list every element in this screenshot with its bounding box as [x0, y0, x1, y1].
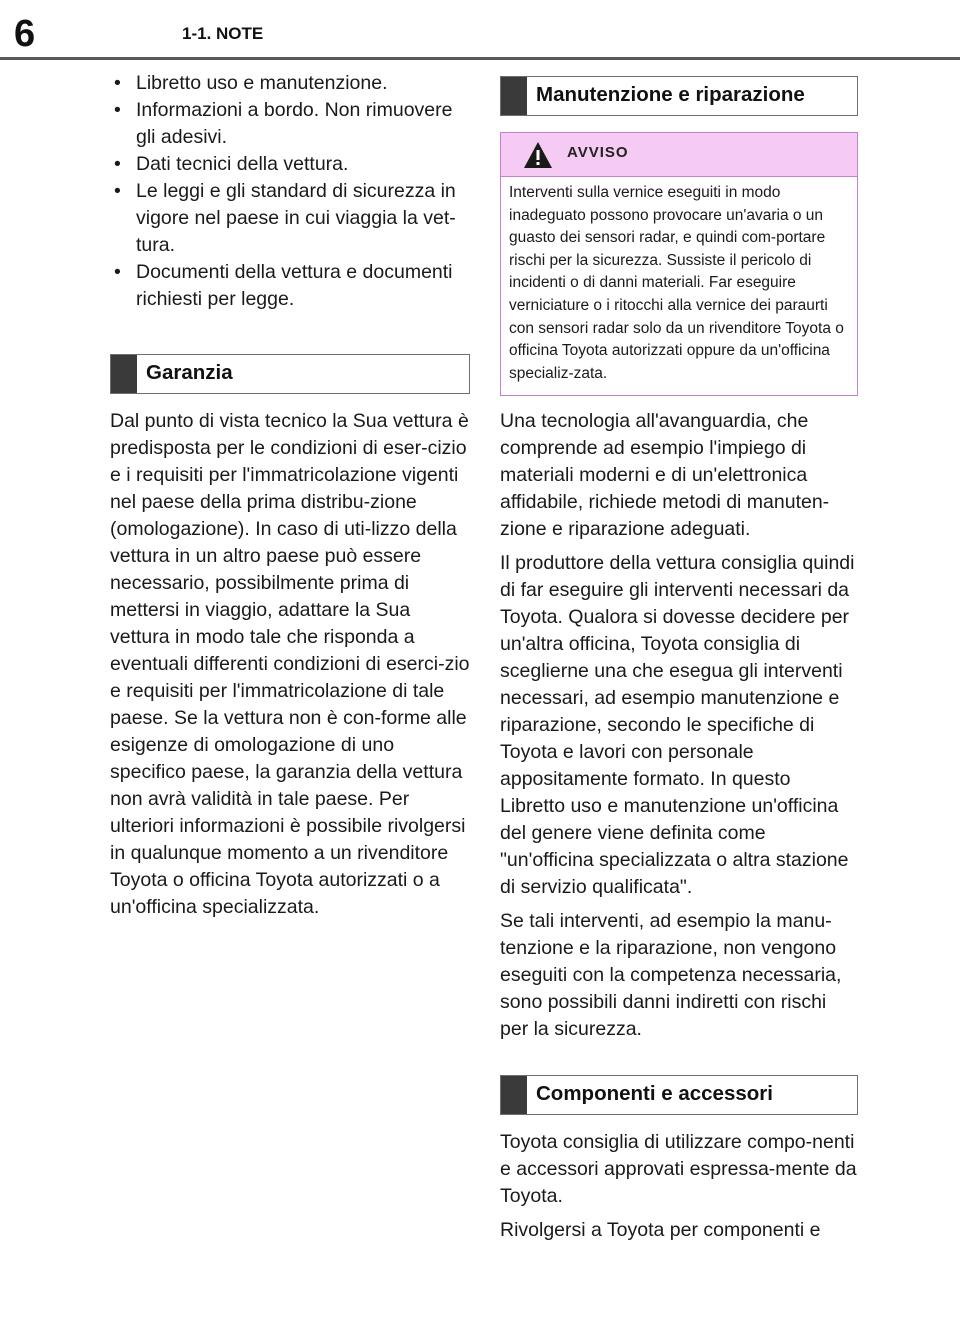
bullet-item: • Documenti della vettura e documenti richiesti per legge.	[110, 259, 470, 313]
garanzia-paragraph: Dal punto di vista tecnico la Sua vettura è predisposta per le condizioni di eser-cizio e i requisiti per l'immatricolazione vigenti nel paese della prima distribu-zione (omologazione). In caso di uti-lizzo della vettura in un altro paese può essere necessario, possibilmente prima di mettersi in viaggio, adattare la Sua vettura in modo tale che risponda a eventuali differenti condizioni di eserci-zio e requisiti per l'immatricolazione di tale paese. Se la vettura non è con-forme alle esigenze di omologazione di uno specifico paese, la garanzia della vettura non avrà validità in tale paese. Per ulteriori informazioni è possibile rivolgersi in qualunque momento a un rivenditore Toyota o officina Toyota autorizzati o a un'officina specializzata.	[110, 410, 470, 918]
heading-bar	[501, 1076, 527, 1114]
bullet-item: • Le leggi e gli standard di sicurezza in vigore nel paese in cui viaggia la vet-tura.	[110, 178, 470, 259]
warning-box	[500, 132, 858, 396]
bullet-item: • Dati tecnici della vettura.	[110, 151, 470, 178]
bullet-item: • Informazioni a bordo. Non rimuovere gli adesivi.	[110, 97, 470, 151]
header-rule	[0, 57, 960, 60]
manutenzione-paragraph: Una tecnologia all'avanguardia, che comprende ad esempio l'impiego di materiali moderni e di un'elettronica affidabile, richiede metodi di manuten-zione e riparazione adeguati.	[500, 410, 830, 541]
bullet-item: • Libretto uso e manutenzione.	[110, 70, 470, 97]
bullet-list	[110, 70, 470, 313]
warning-icon	[523, 141, 553, 169]
garanzia-heading	[110, 354, 470, 394]
componenti-paragraph: Rivolgersi a Toyota per componenti e	[500, 1219, 821, 1242]
right-column	[500, 76, 858, 1244]
componenti-paragraph: Toyota consiglia di utilizzare compo-nenti e accessori approvati espressa-mente da Toyota.	[500, 1131, 857, 1208]
page-header	[0, 0, 960, 62]
page-number: 6	[14, 13, 36, 55]
heading-bar	[501, 77, 527, 115]
section-title: 1-1. NOTE	[182, 24, 264, 43]
warning-text: Interventi sulla vernice eseguiti in modo inadeguato possono provocare un'avaria o un guasto dei sensori radar, e quindi com-portare rischi per la sicurezza. Sussiste il pericolo di incidenti o di danni materiali. Far eseguire verniciature o i ritocchi alla vernice dei paraurti con sensori radar solo da un rivenditore Toyota o officina Toyota autorizzati oppure da un'officina specializ-zata.	[509, 184, 844, 382]
warning-header	[501, 133, 857, 177]
manutenzione-paragraph: Il produttore della vettura consiglia quindi di far eseguire gli interventi necessari da Toyota. Qualora si dovesse decidere per un'altra officina, Toyota consiglia di sceglierne una che esegua gli interventi necessari, ad esempio manutenzione e riparazione, secondo le specifiche di Toyota e lavori con personale appositamente formato. In questo Libretto uso e manutenzione un'officina del genere viene definita come "un'officina specializzata o altra stazione di servizio qualificata".	[500, 552, 855, 899]
componenti-heading	[500, 1075, 858, 1115]
warning-title: AVVISO	[567, 144, 629, 161]
heading-label: Garanzia	[146, 361, 233, 384]
heading-label: Componenti e accessori	[536, 1082, 773, 1106]
manutenzione-paragraph: Se tali interventi, ad esempio la manu-tenzione e la riparazione, non vengono eseguiti con la competenza necessaria, sono possibili danni indiretti con rischi per la sicurezza.	[500, 910, 842, 1041]
heading-label: Manutenzione e riparazione	[536, 83, 805, 106]
heading-bar	[111, 355, 137, 393]
manutenzione-heading	[500, 76, 858, 116]
left-column	[110, 70, 470, 921]
